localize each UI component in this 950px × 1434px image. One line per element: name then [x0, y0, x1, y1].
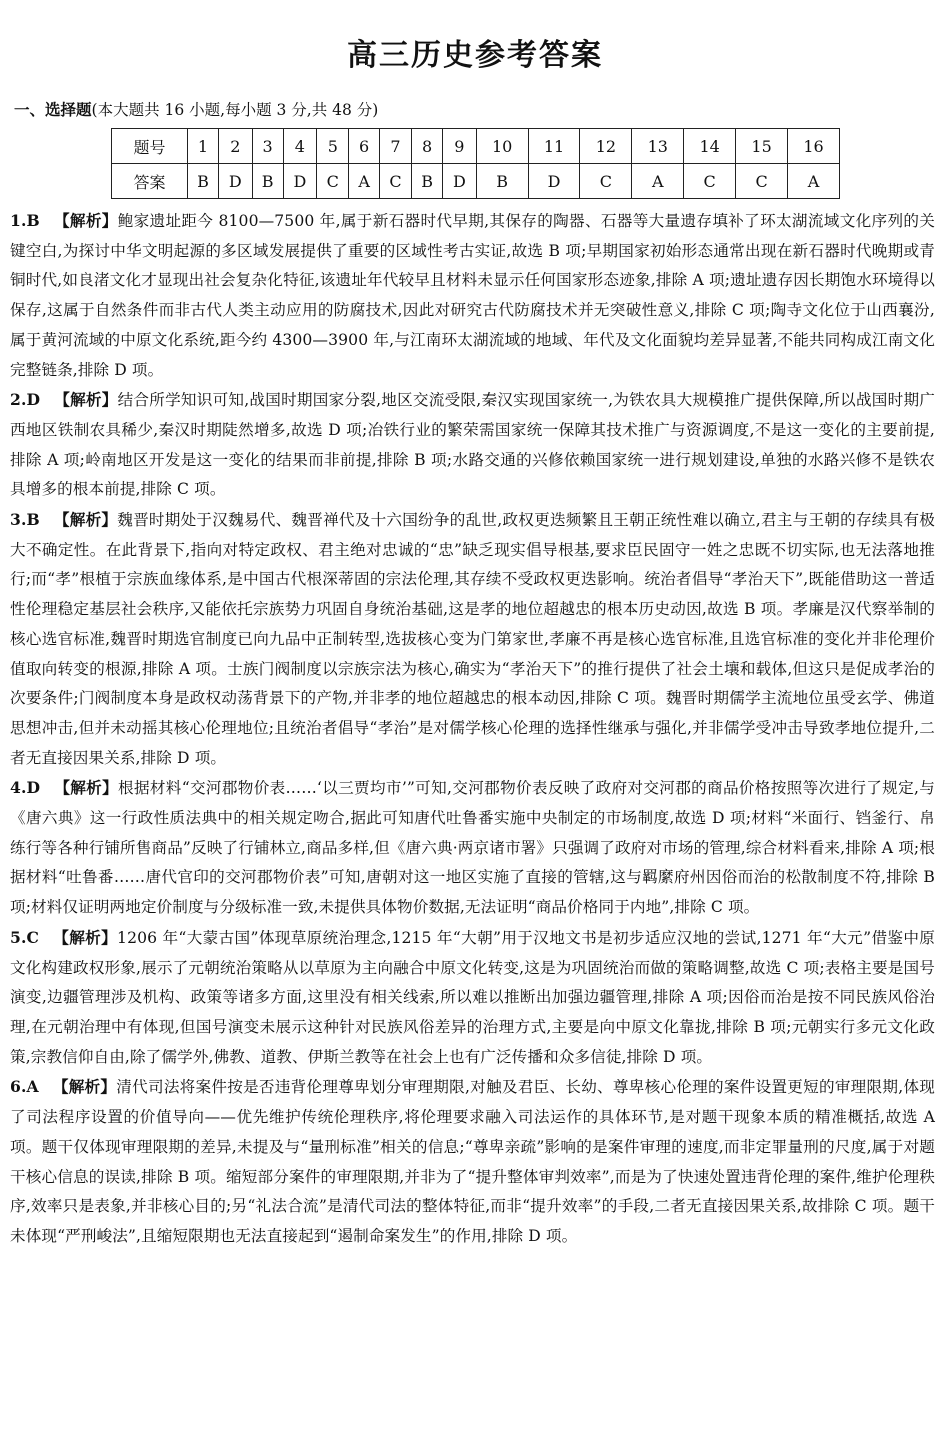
explanation-text: 结合所学知识可知,战国时期国家分裂,地区交流受限,秦汉实现国家统一,为铁农具大规模推广提供保障,所以战国时期广西地区铁制农具稀少,秦汉时期陡然增多,故选 D 项;冶铁行业的繁荣需国家统一保障其技术推广与资源调度,不是这一变化的主要前提,排除 A 项;岭南地区开发是这一变化的结果而非前提,排除 B 项;水路交通的兴修依赖国家统一进行规划建设,单独的水路兴修不是铁农具增多的根本前提,排除 C 项。	[10, 391, 935, 499]
page-title: 高三历史参考答案	[347, 38, 603, 73]
explanation-list	[10, 206, 935, 1252]
explanation-text: 清代司法将案件按是否违背伦理尊卑划分审理期限,对触及君臣、长幼、尊卑核心伦理的案件设置更短的审理限期,体现了司法程序设置的价值导向——优先维护传统伦理秩序,将伦理要求融入司法运作的具体环节,是对题干现象本质的精准概括,故选 A 项。题干仅体现审理限期的差异,未提及与“量刑标准”相关的信息;“尊卑亲疏”影响的是案件审理的速度,而非定罪量刑的尺度,属于对题干核心信息的误读,排除 B 项。缩短部分案件的审理限期,并非为了“提升整体审判效率”,而是为了快速处置违背伦理的案件,维护伦理秩序,效率只是表象,并非核心目的;另“礼法合流”是清代司法的整体特征,而非“提升效率”的手段,二者无直接因果关系,故排除 C 项。题干未体现“严刑峻法”,且缩短限期也无法直接起到“遏制命案发生”的作用,排除 D 项。	[10, 1078, 935, 1245]
explanation-text: 根据材料“交河郡物价表……‘以三贾均市’”可知,交河郡物价表反映了政府对交河郡的商品价格按照等次进行了规定,与《唐六典》这一行政性质法典中的相关规定吻合,据此可知唐代吐鲁番实施中央制定的市场制度,故选 D 项;材料“米面行、铛釜行、帛练行等各种行铺所售商品”反映了行铺林立,商品多样,但《唐六典·两京诸市署》只强调了政府对市场的管理,综合材料看来,排除 A 项;根据材料“吐鲁番……唐代官印的交河郡物价表”可知,唐朝对这一地区实施了直接的管辖,这与羁縻府州因俗而治的松散制度不符,排除 B 项;材料仅证明两地定价制度与分级标准一致,未提供具体物价数据,无法证明“商品价格同于内地”,排除 C 项。	[10, 779, 935, 917]
question-number: 7	[379, 129, 411, 164]
item-number: 2.D	[10, 390, 41, 410]
answer-cell: C	[379, 164, 411, 199]
question-number: 12	[580, 129, 632, 164]
item-number: 6.A	[10, 1077, 39, 1097]
question-number: 13	[632, 129, 684, 164]
question-number: 2	[219, 129, 253, 164]
analysis-tag: 【解析】	[52, 1078, 117, 1097]
question-number: 16	[788, 129, 840, 164]
answer-cell: D	[528, 164, 580, 199]
answer-cell: C	[736, 164, 788, 199]
analysis-tag: 【解析】	[54, 391, 118, 410]
question-number: 4	[283, 129, 317, 164]
item-number: 3.B	[10, 510, 40, 530]
answer-cell: A	[632, 164, 684, 199]
explanation-item	[10, 505, 935, 773]
question-number-row	[112, 129, 840, 164]
question-number: 1	[188, 129, 219, 164]
row-label-number: 题号	[112, 129, 188, 164]
answer-cell: A	[788, 164, 840, 199]
analysis-tag: 【解析】	[54, 779, 119, 798]
question-number: 14	[684, 129, 736, 164]
item-number: 5.C	[10, 927, 39, 947]
question-number: 10	[476, 129, 528, 164]
explanation-text: 鲍家遗址距今 8100—7500 年,属于新石器时代早期,其保存的陶器、石器等大量遗存填补了环太湖流域文化序列的关键空白,为探讨中华文明起源的多区域发展提供了重要的区域性考古实证,故选 B 项;早期国家初始形态通常出现在新石器时代晚期或青铜时代,如良渚文化才显现出社会复杂化特征,该遗址年代较早且材料未显示任何国家形态迹象,排除 A 项;遗址遗存因长期饱水环境得以保存,这属于自然条件而非古代人类主动应用的防腐技术,因此对研究古代防腐技术并无突破性意义,排除 C 项;陶寺文化位于山西襄汾,属于黄河流域的中原文化系统,距今约 4300—3900 年,与江南环太湖流域的地域、年代及文化面貌均差异显著,不能共同构成江南文化完整链条,排除 D 项。	[10, 212, 935, 379]
question-number: 3	[252, 129, 283, 164]
answer-cell: C	[580, 164, 632, 199]
analysis-tag: 【解析】	[53, 212, 118, 230]
answer-row	[112, 164, 840, 199]
question-number: 11	[528, 129, 580, 164]
item-number: 1.B	[10, 211, 40, 230]
section-heading-text: 一、选择题	[14, 101, 92, 119]
answer-cell: D	[443, 164, 477, 199]
explanation-item	[10, 773, 935, 923]
row-label-answer: 答案	[112, 164, 188, 199]
section-note: (本大题共 16 小题,每小题 3 分,共 48 分)	[91, 101, 379, 119]
answer-cell: C	[684, 164, 736, 199]
question-number: 15	[736, 129, 788, 164]
section-heading	[14, 98, 378, 120]
explanation-item	[10, 923, 935, 1073]
answer-cell: D	[219, 164, 253, 199]
question-number: 9	[443, 129, 477, 164]
analysis-tag: 【解析】	[53, 511, 118, 530]
explanation-text: 1206 年“大蒙古国”体现草原统治理念,1215 年“大朝”用于汉地文书是初步适应汉地的尝试,1271 年“大元”借鉴中原文化构建政权形象,展示了元朝统治策略从以草原为主向融合中原文化转变,这是为巩固统治而做的策略调整,故选 C 项;表格主要是国号演变,边疆管理涉及机构、政策等诸多方面,这里没有相关线索,所以难以推断出加强边疆管理,排除 A 项;因俗而治是按不同民族风俗治理,在元朝治理中有体现,但国号演变未展示这种针对民族风俗差异的治理方式,主要是向中原文化靠拢,排除 B 项;元朝实行多元文化政策,宗教信仰自由,除了儒学外,佛教、道教、伊斯兰教等在社会上也有广泛传播和众多信徒,排除 D 项。	[10, 928, 935, 1066]
answer-cell: B	[252, 164, 283, 199]
item-number: 4.D	[10, 778, 41, 798]
analysis-tag: 【解析】	[53, 928, 118, 947]
answer-cell: A	[349, 164, 380, 199]
explanation-text: 魏晋时期处于汉魏易代、魏晋禅代及十六国纷争的乱世,政权更迭频繁且王朝正统性难以确立,君主与王朝的存续具有极大不确定性。在此背景下,指向对特定政权、君主绝对忠诚的“忠”缺乏现实倡导根基,要求臣民固守一姓之忠既不切实际,也无法落地推行;而“孝”根植于宗族血缘体系,是中国古代根深蒂固的宗法伦理,其存续不受政权更迭影响。统治者倡导“孝治天下”,既能借助这一普适性伦理稳定基层社会秩序,又能依托宗族势力巩固自身统治基础,这是孝的地位超越忠的根本历史动因,故选 B 项。孝廉是汉代察举制的核心选官标准,魏晋时期选官制度已向九品中正制转型,选拔核心变为门第家世,孝廉不再是核心选官标准,且选官标准的变化并非伦理价值取向转变的根源,排除 A 项。士族门阀制度以宗族宗法为核心,确实为“孝治天下”的推行提供了社会土壤和载体,但这只是促成孝治的次要条件;门阀制度本身是政权动荡背景下的产物,并非孝的地位超越忠的根本动因,排除 C 项。魏晋时期儒学主流地位虽受玄学、佛道思想冲击,但并未动摇其核心伦理地位;且统治者倡导“孝治”是对儒学核心伦理的选择性继承与强化,并非儒学受冲击导致孝地位提升,二者无直接因果关系,排除 D 项。	[10, 511, 936, 767]
question-number: 6	[349, 129, 380, 164]
answer-cell: B	[188, 164, 219, 199]
answer-cell: B	[412, 164, 443, 199]
answer-cell: B	[476, 164, 528, 199]
explanation-item	[10, 1072, 935, 1251]
answer-cell: D	[283, 164, 317, 199]
explanation-item	[10, 385, 935, 505]
answer-cell: C	[317, 164, 349, 199]
explanation-item	[10, 206, 935, 385]
question-number: 5	[317, 129, 349, 164]
question-number: 8	[412, 129, 443, 164]
answer-table	[111, 128, 840, 199]
